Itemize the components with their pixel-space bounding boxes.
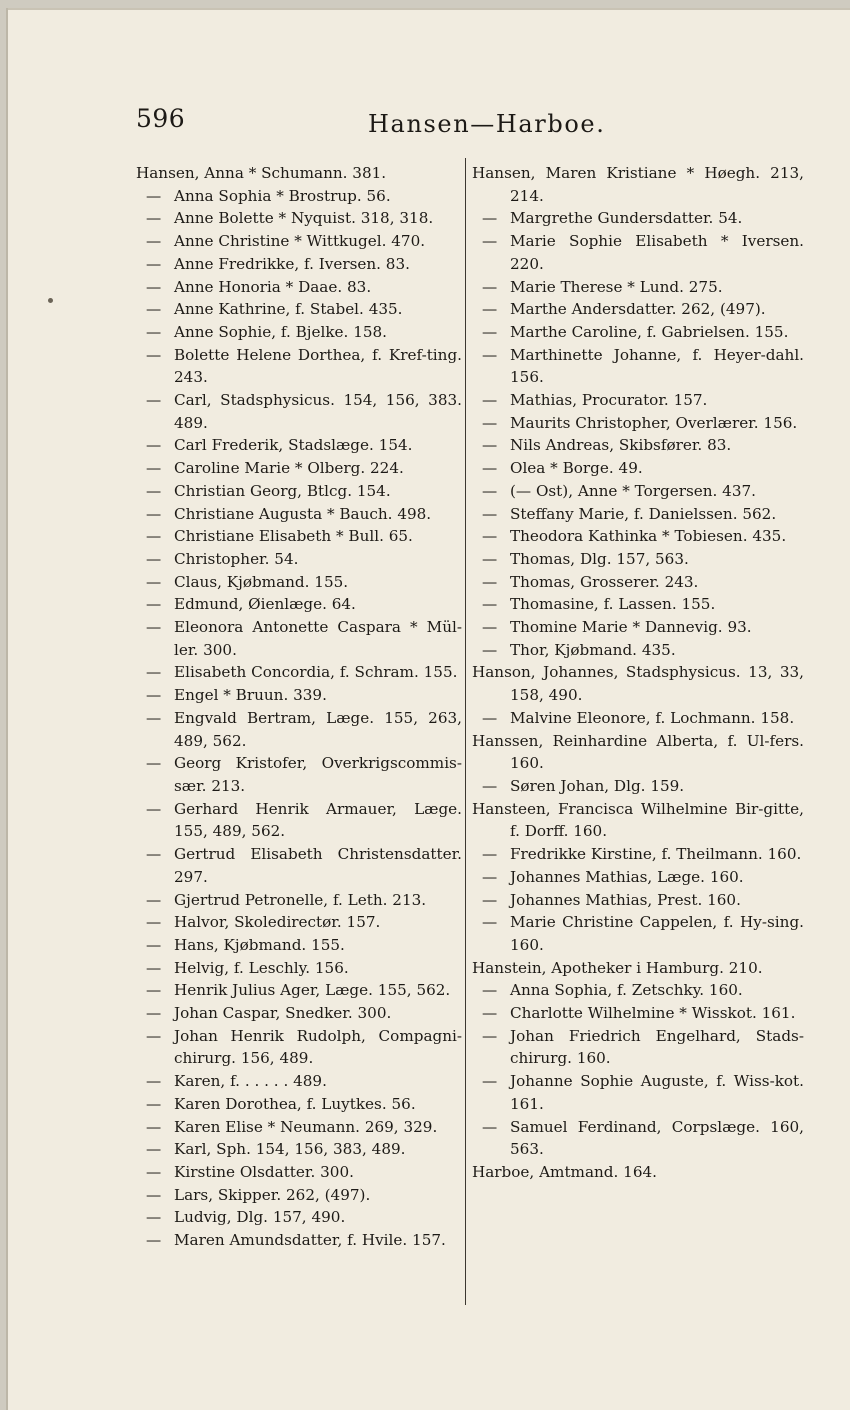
entry-text: Edmund, Øienlæge. 64. [174,595,356,614]
index-entry [472,321,804,344]
index-entry [136,843,462,888]
repeat-dash: — [482,527,498,546]
repeat-dash: — [482,209,498,228]
index-entry [136,979,462,1002]
entry-text: Henrik Julius Ager, Læge. 155, 562. [174,981,451,1000]
entry-text: Christiane Augusta * Bauch. 498. [174,504,432,523]
repeat-dash: — [146,232,162,251]
entry-text: (— Ost), Anne * Torgersen. 437. [510,481,756,500]
repeat-dash: — [146,300,162,319]
entry-text: Kirstine Olsdatter. 300. [174,1162,354,1181]
entry-text: Maren Amundsdatter, f. Hvile. 157. [174,1231,446,1250]
repeat-dash: — [146,1185,162,1204]
entry-text: Margrethe Gundersdatter. 54. [510,209,743,228]
entry-text: Marie Therese * Lund. 275. [510,277,723,296]
entry-text: Hansen, Maren Kristiane * Høegh. 213, 214. [472,164,804,205]
index-entry [472,775,804,798]
index-entry [472,1002,804,1025]
repeat-dash: — [482,481,498,500]
repeat-dash: — [482,1004,498,1023]
repeat-dash: — [482,345,498,364]
index-entry [472,661,804,706]
index-entry [136,503,462,526]
entry-text: Hanssen, Reinhardine Alberta, f. Ul-fers. 160. [472,731,804,773]
entry-text: Thomine Marie * Dannevig. 93. [510,618,752,637]
index-entry [136,1206,462,1229]
entry-text: Steffany Marie, f. Danielssen. 562. [510,504,777,523]
entry-text: Elisabeth Concordia, f. Schram. 155. [174,663,458,682]
index-entry [136,616,462,661]
index-entry [472,866,804,889]
index-entry [472,207,804,230]
index-entry [136,571,462,594]
index-entry [136,1070,462,1093]
index-entry [136,1093,462,1116]
entry-text: Halvor, Skoledirectør. 157. [174,913,381,932]
index-entry [472,457,804,480]
repeat-dash: — [146,845,162,864]
index-entry [472,707,804,730]
repeat-dash: — [482,890,498,909]
repeat-dash: — [146,913,162,932]
entry-text: Anne Kathrine, f. Stabel. 435. [174,300,403,319]
repeat-dash: — [146,481,162,500]
entry-text: Marthinette Johanne, f. Heyer-dahl. 156. [510,345,804,387]
repeat-dash: — [146,391,162,410]
repeat-dash: — [482,913,498,932]
entry-text: Johannes Mathias, Prest. 160. [510,890,741,909]
entry-text: Mathias, Procurator. 157. [510,391,708,410]
repeat-dash: — [482,322,498,341]
index-entry [136,185,462,208]
repeat-dash: — [146,504,162,523]
index-entry [136,1138,462,1161]
entry-text: Johanne Sophie Auguste, f. Wiss-kot. 161. [510,1072,804,1113]
repeat-dash: — [146,890,162,909]
entry-text: Karen Dorothea, f. Luytkes. 56. [174,1094,416,1113]
repeat-dash: — [482,1026,498,1045]
index-entry [136,457,462,480]
index-entry [472,1161,804,1184]
index-entry [136,253,462,276]
index-entry [472,571,804,594]
entry-text: Marthe Andersdatter. 262, (497). [510,300,766,319]
repeat-dash: — [146,1072,162,1091]
repeat-dash: — [482,595,498,614]
index-entry [136,548,462,571]
repeat-dash: — [482,277,498,296]
index-entry [472,503,804,526]
index-entry [472,344,804,389]
index-entry [472,639,804,662]
repeat-dash: — [146,1208,162,1227]
index-entry [136,957,462,980]
index-entry [136,684,462,707]
entry-text: Hansteen, Francisca Wilhelmine Bir-gitte, f. Dorff. 160. [472,799,804,841]
repeat-dash: — [482,981,498,1000]
repeat-dash: — [482,436,498,455]
entry-text: Christian Georg, Btlcg. 154. [174,481,391,500]
entry-text: Thomas, Grosserer. 243. [510,572,699,591]
repeat-dash: — [482,1072,498,1091]
repeat-dash: — [482,1117,498,1136]
entry-text: Johan Caspar, Snedker. 300. [174,1004,392,1023]
entry-text: Georg Kristofer, Overkrigscommis-sær. 213. [174,754,462,795]
index-entry [136,593,462,616]
repeat-dash: — [482,232,498,251]
entry-text: Hansen, Anna * Schumann. 381. [136,164,387,182]
repeat-dash: — [146,345,162,364]
repeat-dash: — [146,935,162,954]
entry-text: Karen, f. . . . . . 489. [174,1072,327,1091]
entry-text: Carl Frederik, Stadslæge. 154. [174,436,413,455]
running-head: Hansen—Harboe. [368,110,606,138]
index-entry [472,616,804,639]
entry-text: Helvig, f. Leschly. 156. [174,958,349,977]
repeat-dash: — [482,391,498,410]
index-entry [472,276,804,299]
index-entry [136,230,462,253]
index-entry [136,1025,462,1070]
index-entry [136,480,462,503]
entry-text: Nils Andreas, Skibsfører. 83. [510,436,732,455]
repeat-dash: — [146,663,162,682]
entry-text: Charlotte Wilhelmine * Wisskot. 161. [510,1004,796,1023]
repeat-dash: — [146,459,162,478]
repeat-dash: — [146,618,162,637]
repeat-dash: — [146,595,162,614]
index-entry [136,752,462,797]
index-entry [472,230,804,275]
index-entry [136,525,462,548]
index-entry [136,1116,462,1139]
repeat-dash: — [146,958,162,977]
entry-text: Gjertrud Petronelle, f. Leth. 213. [174,890,427,909]
index-entry [136,207,462,230]
repeat-dash: — [482,708,498,727]
index-entry [472,525,804,548]
entry-text: Karl, Sph. 154, 156, 383, 489. [174,1140,406,1159]
repeat-dash: — [146,549,162,568]
index-entry [136,162,462,185]
repeat-dash: — [482,549,498,568]
repeat-dash: — [146,436,162,455]
index-entry [472,843,804,866]
left-column [136,162,462,1252]
repeat-dash: — [482,504,498,523]
repeat-dash: — [482,845,498,864]
book-page [6,8,850,1410]
entry-text: Thomasine, f. Lassen. 155. [510,595,716,614]
index-entry [472,798,804,843]
repeat-dash: — [146,527,162,546]
entry-text: Anne Sophie, f. Bjelke. 158. [174,322,388,341]
index-entry [136,661,462,684]
index-entry [136,434,462,457]
index-entry [472,911,804,956]
repeat-dash: — [146,799,162,818]
index-entry [136,321,462,344]
entry-text: Johannes Mathias, Læge. 160. [510,867,744,886]
index-entry [136,1002,462,1025]
repeat-dash: — [146,754,162,773]
entry-text: Johan Friedrich Engelhard, Stads-chirurg. 160. [510,1026,804,1068]
page-number: 596 [136,104,186,133]
repeat-dash: — [146,322,162,341]
repeat-dash: — [482,867,498,886]
index-entry [136,934,462,957]
entry-text: Gertrud Elisabeth Christensdatter. 297. [174,845,462,886]
repeat-dash: — [146,1117,162,1136]
index-entry [136,276,462,299]
entry-text: Marie Sophie Elisabeth * Iversen. 220. [510,232,804,273]
entry-text: Engel * Bruun. 339. [174,686,327,705]
repeat-dash: — [482,572,498,591]
entry-text: Søren Johan, Dlg. 159. [510,776,685,795]
index-entry [472,979,804,1002]
repeat-dash: — [146,981,162,1000]
index-entry [472,1070,804,1115]
repeat-dash: — [146,572,162,591]
entry-text: Anna Sophia * Brostrup. 56. [174,186,391,205]
index-entry [472,412,804,435]
entry-text: Gerhard Henrik Armauer, Læge. 155, 489, 562. [174,799,462,841]
index-entry [472,1116,804,1161]
repeat-dash: — [146,186,162,205]
index-entry [136,911,462,934]
repeat-dash: — [482,640,498,659]
repeat-dash: — [482,776,498,795]
index-entry [136,389,462,434]
entry-text: Christopher. 54. [174,549,299,568]
entry-text: Johan Henrik Rudolph, Compagni-chirurg. 156, 489. [174,1026,462,1068]
index-entry [472,548,804,571]
repeat-dash: — [146,1094,162,1113]
entry-text: Theodora Kathinka * Tobiesen. 435. [510,527,787,546]
repeat-dash: — [146,708,162,727]
entry-text: Thor, Kjøbmand. 435. [510,640,676,659]
index-entry [472,434,804,457]
entry-text: Karen Elise * Neumann. 269, 329. [174,1117,438,1136]
repeat-dash: — [482,459,498,478]
entry-text: Hanstein, Apotheker i Hamburg. 210. [472,958,763,977]
repeat-dash: — [146,1162,162,1181]
entry-text: Hans, Kjøbmand. 155. [174,935,345,954]
repeat-dash: — [146,1140,162,1159]
entry-text: Harboe, Amtmand. 164. [472,1162,657,1181]
index-entry [136,798,462,843]
repeat-dash: — [146,254,162,273]
entry-text: Caroline Marie * Olberg. 224. [174,459,404,478]
repeat-dash: — [146,1026,162,1045]
index-entry [136,707,462,752]
index-entry [136,1184,462,1207]
entry-text: Thomas, Dlg. 157, 563. [510,549,689,568]
index-entry [472,730,804,775]
entry-text: Samuel Ferdinand, Corpslæge. 160, 563. [510,1117,804,1159]
entry-text: Marthe Caroline, f. Gabrielsen. 155. [510,322,789,341]
index-entry [472,480,804,503]
entry-text: Christiane Elisabeth * Bull. 65. [174,527,413,546]
repeat-dash: — [146,686,162,705]
entry-text: Malvine Eleonore, f. Lochmann. 158. [510,708,795,727]
entry-text: Anne Bolette * Nyquist. 318, 318. [174,209,434,228]
entry-text: Lars, Skipper. 262, (497). [174,1185,371,1204]
entry-text: Bolette Helene Dorthea, f. Kref-ting. 243. [174,345,462,387]
repeat-dash: — [482,300,498,319]
index-entry [472,389,804,412]
entry-text: Engvald Bertram, Læge. 155, 263, 489, 562. [174,708,462,750]
index-entry [136,889,462,912]
entry-text: Anna Sophia, f. Zetschky. 160. [510,981,743,1000]
index-entry [136,344,462,389]
index-entry [472,1025,804,1070]
repeat-dash: — [146,277,162,296]
index-entry [472,889,804,912]
index-entry [136,1229,462,1252]
repeat-dash: — [146,1231,162,1250]
index-entry [136,1161,462,1184]
index-entry [472,593,804,616]
entry-text: Claus, Kjøbmand. 155. [174,572,349,591]
entry-text: Anne Christine * Wittkugel. 470. [174,232,426,251]
entry-text: Fredrikke Kirstine, f. Theilmann. 160. [510,845,802,864]
entry-text: Eleonora Antonette Caspara * Mül-ler. 300. [174,618,462,659]
entry-text: Anne Fredrikke, f. Iversen. 83. [174,254,410,273]
repeat-dash: — [482,618,498,637]
paper-speck [48,298,53,303]
entry-text: Anne Honoria * Daae. 83. [174,277,372,296]
repeat-dash: — [482,413,498,432]
index-entry [472,957,804,980]
entry-text: Hanson, Johannes, Stadsphysicus. 13, 33, 158, 490. [472,663,804,705]
index-entry [136,298,462,321]
column-divider [465,158,466,1305]
entry-text: Ludvig, Dlg. 157, 490. [174,1208,346,1227]
index-entry [472,298,804,321]
repeat-dash: — [146,1004,162,1023]
entry-text: Marie Christine Cappelen, f. Hy-sing. 160. [510,913,804,954]
entry-text: Maurits Christopher, Overlærer. 156. [510,413,798,432]
right-column [472,162,804,1184]
repeat-dash: — [146,209,162,228]
entry-text: Carl, Stadsphysicus. 154, 156, 383. 489. [174,391,462,432]
entry-text: Olea * Borge. 49. [510,459,643,478]
index-entry [472,162,804,207]
